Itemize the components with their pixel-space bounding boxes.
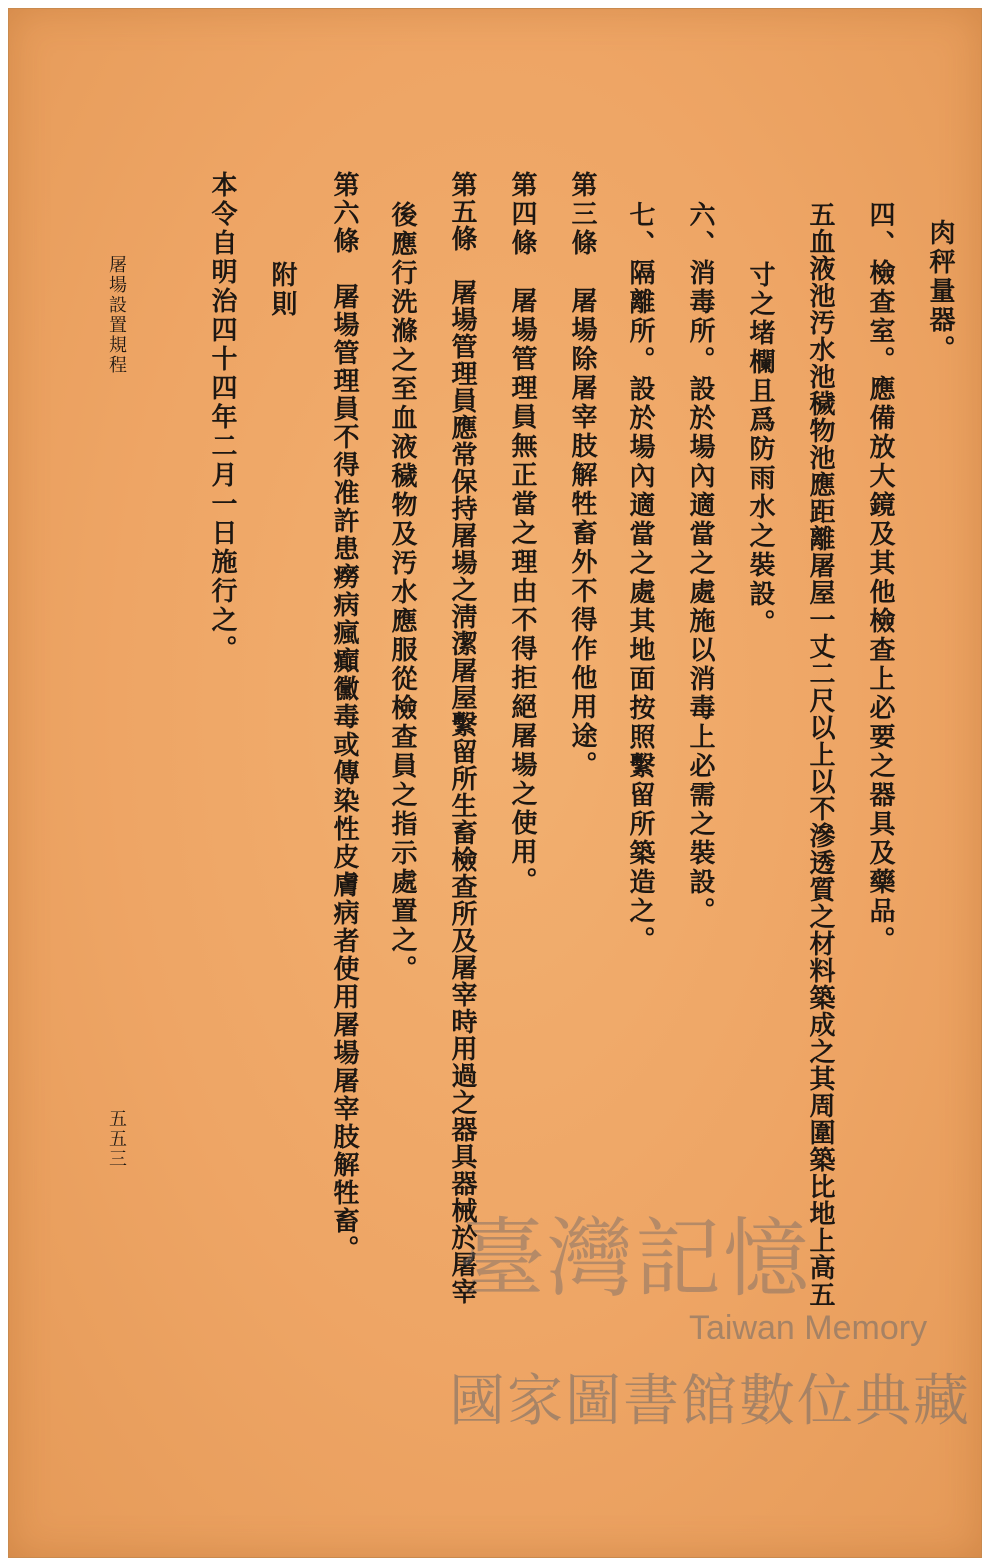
text-column-4: 寸之堵欄且爲防雨水之裝設。 [745, 261, 775, 638]
document-page [8, 8, 982, 1558]
text-column-5: 六、消毒所。設於場內適當之處施以消毒上必需之裝設。 [685, 201, 715, 926]
text-column-9: 第五條 屠場管理員應常保持屠場之淸潔屠屋繫留所生畜檢查所及屠宰時用過之器具器械於屠宰 [447, 171, 477, 1305]
text-column-3: 五血液池汚水池穢物池應距離屠屋一丈二尺以上以不滲透質之材料築成之其周圍築比地上高五 [805, 201, 835, 1308]
text-column-13: 本令自明治四十四年二月一日施行之。 [207, 171, 237, 664]
watermark-library-name: 國家圖書館數位典藏 [449, 1369, 971, 1434]
watermark-script-text: 臺灣記憶 [459, 1209, 811, 1309]
supplementary-heading: 附則 [267, 261, 297, 319]
text-column-11: 第六條 屠場管理員不得准許患癆病瘋癲黴毒或傳染性皮膚病者使用屠場屠宰肢解牲畜。 [329, 171, 359, 1263]
page-number: 五五三 [106, 1109, 127, 1169]
text-column-10: 後應行洗滌之至血液穢物及汚水應服從檢查員之指示處置之。 [387, 201, 417, 984]
text-column-2: 四、檢查室。應備放大鏡及其他檢查上必要之器具及藥品。 [865, 201, 895, 955]
watermark-english: Taiwan Memory [689, 1309, 928, 1347]
text-column-7: 第三條 屠場除屠宰肢解牲畜外不得作他用途。 [567, 171, 597, 780]
text-column-1: 肉秤量器。 [925, 219, 955, 364]
text-column-6: 七、隔離所。設於場內適當之處其地面按照繫留所築造之。 [625, 201, 655, 955]
running-title: 屠場設置規程 [106, 255, 127, 375]
text-column-8: 第四條 屠場管理員無正當之理由不得拒絕屠場之使用。 [507, 171, 537, 896]
library-watermark [439, 1189, 971, 1459]
